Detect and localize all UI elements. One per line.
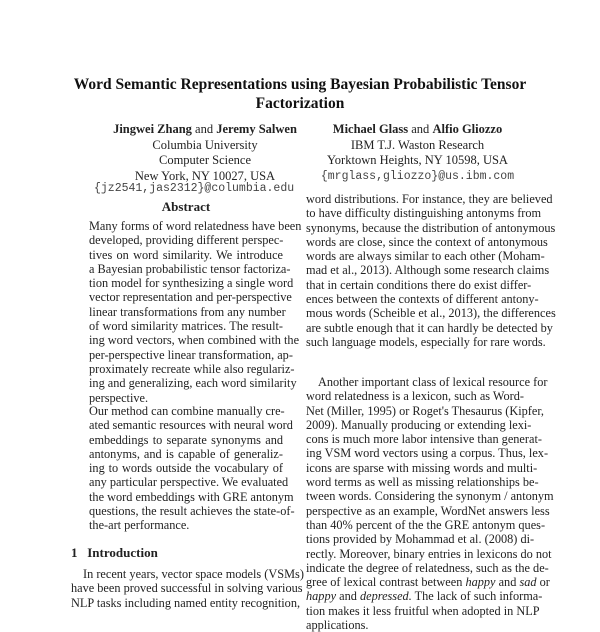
affiliation: New York, NY 10027, USA: [134, 168, 276, 183]
abstract-heading: Abstract: [161, 199, 211, 214]
and-text: and: [411, 122, 430, 136]
text-line: Many forms of word relatedness have been: [89, 219, 302, 233]
text-line: that in certain conditions there do exist differ-: [306, 277, 532, 292]
text-line: per-perspective linear transformation, ap-: [89, 347, 293, 362]
text-line: word relatedness is a lexicon, such as Word-: [306, 389, 525, 404]
text-line: happy and depressed. The lack of such informa-: [306, 589, 543, 604]
text-line: ences between the contexts of different antony-: [306, 292, 539, 307]
affiliation: Columbia University: [152, 137, 258, 152]
text-line: the-art performance.: [89, 518, 190, 533]
section-number: 1: [71, 545, 78, 560]
text-line: vector representation and per-perspective: [89, 290, 292, 305]
author-name: Jeremy Salwen: [216, 122, 297, 136]
text-line: perspective as an example, WordNet answers less: [306, 503, 550, 518]
text-line: antonyms, and is capable of generaliz-: [89, 446, 283, 461]
text-line: ated semantic resources with neural word: [89, 418, 293, 433]
text-line: tions provided by Mohammad et al. (2008) di-: [306, 532, 535, 547]
affiliation: IBM T.J. Waston Research: [350, 137, 485, 152]
text-line: indicate the degree of relatedness, such as the de-: [306, 560, 549, 575]
right-paragraph-2: [306, 375, 554, 632]
text-line: ing word vectors, when combined with the: [89, 333, 300, 348]
text-line: questions, the result achieves the state-of-: [89, 504, 295, 519]
text-line: Our method can combine manually cre-: [89, 404, 285, 418]
text-line: gree of lexical contrast between happy and sad or: [306, 575, 550, 590]
text-line: perspective.: [89, 390, 149, 405]
text-line: tion makes it less fruitful when adopted in NLP: [306, 603, 540, 618]
text-line: than 40% percent of the the GRE antonym ques-: [306, 517, 546, 532]
text-line: linear transformations from any number: [89, 304, 286, 319]
abstract-paragraph-1: [89, 219, 302, 405]
text-line: rectly. Moreover, binary entries in lexicons do not: [306, 546, 552, 561]
text-line: Net (Miller, 1995) or Roget's Thesaurus (Kipfer,: [306, 403, 545, 418]
text-line: ing to words outside the vocabulary of: [89, 461, 283, 476]
text-line: a Bayesian probabilistic tensor factoriza-: [89, 261, 291, 276]
text-line: such language models, especially for rare words.: [306, 334, 546, 349]
text-line: ing VSM word vectors using a corpus. Thus, lex-: [306, 446, 549, 461]
affiliation: Computer Science: [159, 153, 251, 167]
text-line: embeddings to separate synonyms and: [89, 432, 283, 447]
and-text: and: [195, 122, 214, 136]
text-line: the word embeddings with GRE antonym: [89, 489, 294, 504]
section-heading-introduction: [71, 545, 158, 561]
author-name: Michael Glass: [332, 122, 409, 136]
text-line: word distributions. For instance, they are believed: [306, 192, 553, 206]
author-email-right: {mrglass,gliozzo}@us.ibm.com: [320, 169, 515, 183]
text-line: to have difficulty distinguishing antonyms from: [306, 206, 542, 221]
author-name: Alfio Gliozzo: [432, 122, 503, 136]
text-line: words are always similar to each other (Moham-: [306, 249, 545, 264]
text-line: synonyms, because the distribution of antonymous: [306, 220, 556, 235]
section-title: Introduction: [87, 545, 158, 560]
text-line: icons are sparse with missing words and multi-: [306, 460, 538, 475]
text-line: NLP tasks including named entity recognition,: [71, 595, 301, 610]
author-block-right: [295, 122, 540, 184]
text-line: 2009). Manually producing or extending lexi-: [306, 417, 532, 432]
author-email-left: {jz2541,jas2312}@columbia.edu: [94, 182, 295, 195]
text-line: tween words. Considering the synonym / antonym: [306, 489, 554, 504]
affiliation: Yorktown Heights, NY 10598, USA: [327, 153, 508, 167]
abstract-paragraph-2: [89, 404, 295, 533]
text-line: mous words (Scheible et al., 2013), the differences: [306, 306, 556, 321]
text-line: cons is much more labor intensive than generat-: [306, 432, 542, 447]
text-line: tion model for synthesizing a single word: [89, 276, 294, 291]
text-line: any particular perspective. We evaluated: [89, 475, 289, 490]
text-line: In recent years, vector space models (VSMs): [83, 567, 304, 581]
intro-paragraph-left: [71, 567, 304, 610]
right-paragraph-1: [306, 192, 556, 349]
text-line: are subtle enough that it can hardly be detected by: [306, 320, 553, 335]
paper-title-line-2: Factorization: [255, 95, 345, 112]
text-line: have been proved successful in solving various: [71, 581, 303, 596]
text-line: developed, providing different perspec-: [89, 233, 284, 248]
text-line: words are close, since the context of antonymous: [306, 234, 548, 249]
paper-title-line-1: Word Semantic Representations using Bayesian Probabilistic Tensor: [73, 76, 527, 93]
author-name: Jingwei Zhang: [113, 122, 192, 136]
text-line: of word similarity matrices. The result-: [89, 319, 283, 334]
text-line: proximately recreate while also regulariz-: [89, 361, 295, 376]
text-line: word terms as well as missing relationships be-: [306, 475, 539, 490]
text-line: tives on word similarity. We introduce: [89, 247, 283, 262]
author-block-left: [85, 122, 325, 184]
text-line: applications.: [306, 618, 369, 632]
text-line: ing and generalizing, each word similarity: [89, 376, 297, 391]
text-line: Another important class of lexical resource for: [318, 375, 548, 389]
text-line: mad et al., 2013). Although some research claims: [306, 263, 550, 278]
